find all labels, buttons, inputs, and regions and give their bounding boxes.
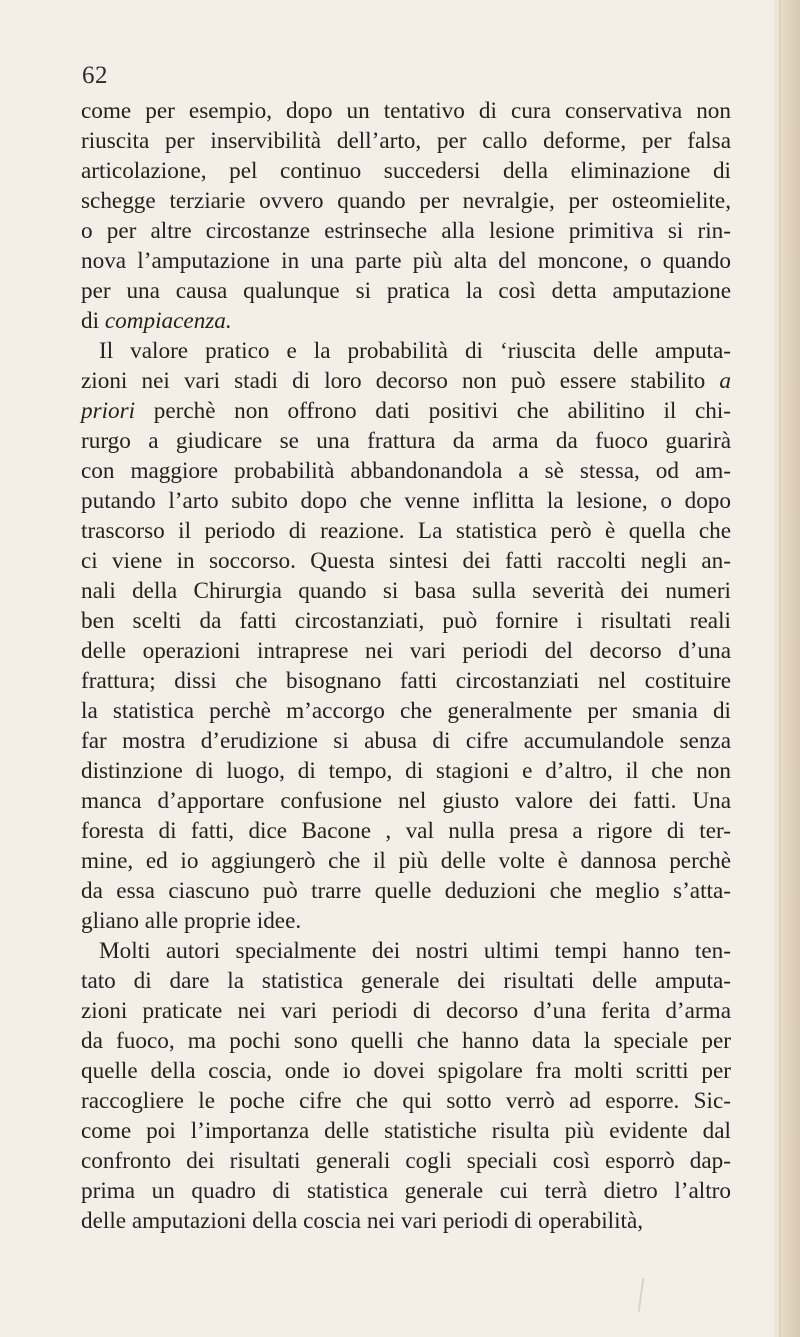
text-line-18: ben scelti da fatti circostanziati, può fornire i risultati reali	[81, 608, 731, 634]
text-line-29: Molti autori specialmente dei nostri ultimi tempi hanno ten-	[99, 938, 731, 964]
text-line-19: delle operazioni intraprese nei vari periodi del decorso d’una	[81, 638, 731, 664]
text-line-15: trascorso il periodo di reazione. La statistica però è quella che	[81, 518, 731, 544]
text-line-16: ci viene in soccorso. Questa sintesi dei fatti raccolti negli an-	[81, 548, 731, 574]
line-8-prefix: di	[81, 308, 105, 334]
text-line-23: distinzione di luogo, di tempo, di stagioni e d’altro, il che non	[81, 758, 731, 784]
text-line-1: come per esempio, dopo un tentativo di cura conservativa non	[81, 98, 731, 124]
page-number: 62	[82, 62, 108, 89]
text-line-4: schegge terziarie ovvero quando per nevralgie, per osteomielite,	[81, 188, 731, 214]
line-11-main: perchè non offrono dati positivi che abilitino il chi-	[135, 398, 731, 424]
text-line-13: con maggiore probabilità abbandonandola a sè stessa, od am-	[81, 458, 731, 484]
text-line-3: articolazione, pel continuo succedersi della eliminazione di	[81, 158, 731, 184]
text-line-24: manca d’apportare confusione nel giusto valore dei fatti. Una	[81, 788, 731, 814]
text-line-5: o per altre circostanze estrinseche alla lesione primitiva si rin-	[81, 218, 731, 244]
text-line-31: zioni praticate nei vari periodi di decorso d’una ferita d’arma	[81, 998, 731, 1024]
text-line-26: mine, ed io aggiungerò che il più delle volte è dannosa perchè	[81, 848, 731, 874]
italic-term-priori: priori	[81, 398, 136, 424]
page-edge-shadow	[774, 0, 800, 1337]
text-line-27: da essa ciascuno può trarre quelle deduzioni che meglio s’atta-	[81, 878, 731, 904]
text-line-30: tato di dare la statistica generale dei risultati delle amputa-	[81, 968, 731, 994]
text-line-37: prima un quadro di statistica generale cui terrà dietro l’altro	[81, 1178, 731, 1204]
body-text	[81, 96, 731, 1236]
text-line-33: quelle della coscia, onde io dovei spigolare fra molti scritti per	[81, 1058, 731, 1084]
text-line-22: far mostra d’erudizione si abusa di cifre accumulandole senza	[81, 728, 731, 754]
italic-term-a: a	[719, 368, 731, 394]
text-line-36: confronto dei risultati generali cogli speciali così esporrò dap-	[81, 1148, 731, 1174]
text-line-20: frattura; dissi che bisognano fatti circostanziati nel costituire	[81, 668, 731, 694]
text-line-8	[81, 306, 731, 336]
text-line-28: gliano alle proprie idee.	[81, 908, 302, 934]
text-line-7: per una causa qualunque si pratica la così detta amputazione	[81, 278, 731, 304]
text-line-25: foresta di fatti, dice Bacone , val nulla presa a rigore di ter-	[81, 818, 731, 844]
text-line-17: nali della Chirurgia quando si basa sulla severità dei numeri	[81, 578, 731, 604]
italic-term-compiacenza: compiacenza.	[104, 308, 232, 334]
text-line-35: come poi l’importanza delle statistiche risulta più evidente dal	[81, 1118, 731, 1144]
text-line-32: da fuoco, ma pochi sono quelli che hanno data la speciale per	[81, 1028, 731, 1054]
text-line-14: putando l’arto subito dopo che venne inflitta la lesione, o dopo	[81, 488, 731, 514]
text-line-21: la statistica perchè m’accorgo che generalmente per smania di	[81, 698, 731, 724]
text-line-10	[81, 366, 731, 396]
paper-mark	[638, 1278, 645, 1312]
text-line-34: raccogliere le poche cifre che qui sotto verrò ad esporre. Sic-	[81, 1088, 731, 1114]
text-line-38: delle amputazioni della coscia nei vari periodi di operabilità,	[81, 1208, 644, 1234]
text-line-6: nova l’amputazione in una parte più alta del moncone, o quando	[81, 248, 731, 274]
text-line-2: riuscita per inservibilità dell’arto, per callo deforme, per falsa	[81, 128, 731, 154]
line-10-main: zioni nei vari stadi di loro decorso non può essere stabilito	[81, 368, 720, 394]
text-line-9: Il valore pratico e la probabilità di ‘riuscita delle amputa-	[99, 338, 731, 364]
text-line-11	[81, 396, 731, 426]
text-line-12: rurgo a giudicare se una frattura da arma da fuoco guarirà	[81, 428, 731, 454]
